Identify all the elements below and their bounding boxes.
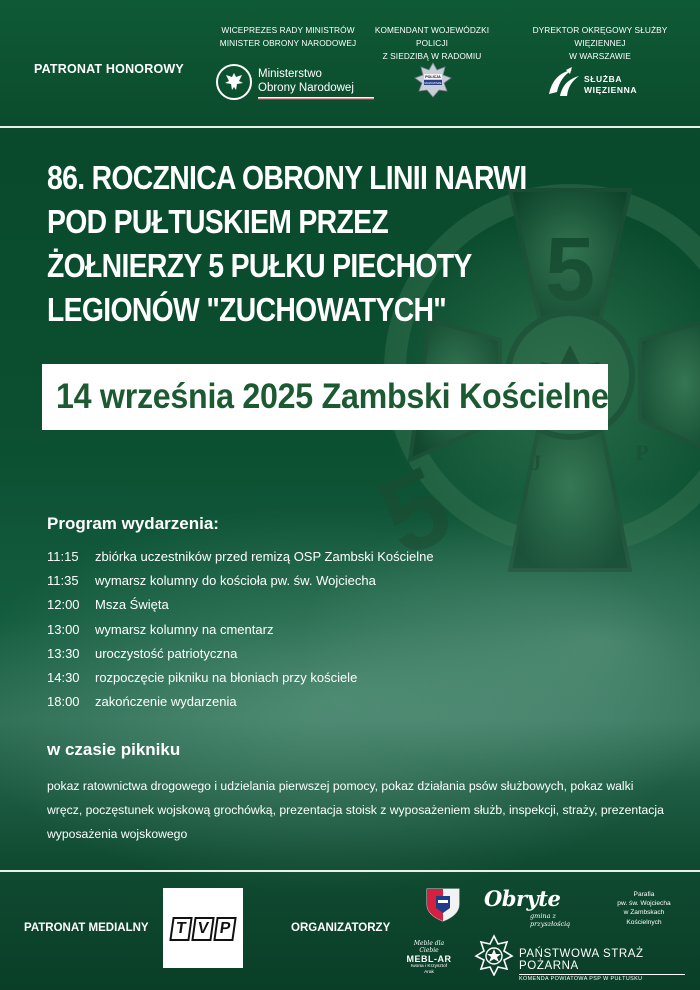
patron-role-line: MINISTER OBRONY NARODOWEJ: [219, 38, 357, 48]
mebl-owners: Iwona i Krzysztof: [410, 964, 448, 969]
program-desc: zbiórka uczestników przed remizą OSP Zambski Kościelne: [95, 548, 434, 564]
sw-logo-line: WIĘZIENNA: [584, 85, 638, 95]
picnic-heading: w czasie pikniku: [47, 740, 181, 759]
title-line: 86. ROCZNICA OBRONY LINII NARWI: [47, 159, 527, 196]
program-item: [47, 617, 647, 641]
obryte-tagline: gmina z przyszłością: [530, 912, 571, 928]
picnic-description: pokaz ratownictwa drogowego i udzielania pierwszej pomocy, pokaz działania psów służbowych, pokaz walki wręcz, poczęstunek wojskową grochówką, prezentacja stoisk z wyposażeniem służb, inspekcji, straży, prezentacja wyposażenia wojskowego: [47, 779, 664, 841]
gmina-obryte-logo: [484, 886, 584, 926]
program-desc: uroczystość patriotyczna: [95, 645, 238, 661]
patron-role-line: Z SIEDZIBĄ W RADOMIU: [382, 51, 482, 61]
psp-badge-icon: [474, 934, 514, 976]
program-desc: zakończenie wydarzenia: [95, 694, 237, 710]
mebl-owners: Arak: [424, 970, 434, 975]
eagle-icon: [216, 64, 252, 100]
program-time: 12:00: [47, 597, 80, 613]
mon-logo-line: Ministerstwo: [258, 68, 322, 80]
sw-swoosh-icon: [546, 66, 582, 100]
emblem-number-lower: 5: [361, 442, 470, 580]
program-desc: Msza Święta: [95, 597, 169, 613]
program-item: [47, 568, 647, 592]
event-title: [47, 156, 529, 332]
mon-logo-text: [258, 67, 354, 95]
title-line: LEGIONÓW "ZUCHOWATYCH": [47, 291, 447, 328]
program-time: 13:00: [47, 621, 80, 637]
patron-role-line: WICEPREZES RADY MINISTRÓW: [221, 25, 355, 35]
title-line: ŻOŁNIERZY 5 PUŁKU PIECHOTY: [47, 247, 472, 284]
parafia-line: w Zambskach: [623, 909, 665, 917]
title-line: POD PUŁTUSKIEM PRZEZ: [47, 203, 389, 240]
police-logo-text: POLICJA: [425, 75, 441, 79]
footer-divider: [0, 870, 700, 872]
sluzba-wiezienna-logo: [546, 66, 656, 100]
program-desc: rozpoczęcie pikniku na błoniach przy kościele: [95, 670, 358, 686]
sw-logo-line: SŁUŻBA: [584, 74, 623, 84]
organizatorzy-label: ORGANIZATORZY: [291, 922, 391, 934]
program-heading: Program wydarzenia:: [47, 514, 219, 533]
program-item: [47, 544, 647, 568]
program-time: 14:30: [47, 670, 80, 686]
tvp-letter: V: [191, 917, 214, 941]
program-time: 11:15: [47, 548, 79, 564]
program-item: [47, 690, 647, 714]
parafia-line: pw. św. Wojciecha: [617, 900, 671, 908]
tvp-logo: [163, 888, 243, 968]
program-item: [47, 641, 647, 665]
psp-divider: [519, 974, 685, 975]
mebl-tagline: Meble dla Ciebie: [413, 940, 445, 954]
header-divider: [0, 126, 700, 128]
program-desc: wymarsz kolumny do kościoła pw. św. Wojciecha: [95, 572, 376, 588]
patronage-header: [0, 0, 700, 126]
program-time: 11:35: [47, 572, 79, 588]
mebl-ar-logo: [404, 940, 454, 976]
emblem-letter: J: [530, 450, 542, 475]
psp-commune: KOMENDA POWIATOWA PSP W PUŁTUSKU: [519, 976, 643, 982]
patron-role-line: KOMENDANT WOJEWÓDZKI POLICJI: [374, 25, 490, 48]
parafia-line: Parafia: [633, 891, 655, 898]
date-location-text: 14 września 2025 Zambski Kościelne: [56, 377, 609, 416]
program-item: [47, 593, 647, 617]
patronat-medialny-label: PATRONAT MEDIALNY: [24, 922, 149, 934]
patron-role-line: DYREKTOR OKRĘGOWY SŁUŻBY WIĘZIENNEJ: [532, 25, 668, 48]
program-desc: wymarsz kolumny na cmentarz: [95, 621, 274, 637]
patronat-honorowy-label: PATRONAT HONOROWY: [34, 62, 184, 76]
patron-role-line: W WARSZAWIE: [569, 51, 631, 61]
sw-logo-text: [584, 74, 637, 96]
flag-stripe: [258, 97, 374, 100]
program-time: 13:30: [47, 645, 80, 661]
program-item: [47, 665, 647, 689]
police-star-icon: [414, 62, 452, 98]
osp-shield-icon: [424, 886, 462, 922]
program-time: 18:00: [47, 694, 80, 710]
tvp-letter: T: [169, 917, 192, 941]
police-logo-subtext: MAZOWSZE: [424, 81, 442, 85]
emblem-number: 5: [544, 220, 596, 320]
patron-mon-role: [218, 24, 358, 50]
emblem-letter: P: [635, 440, 649, 465]
tvp-letter: P: [213, 917, 236, 941]
mon-logo: [216, 64, 366, 104]
psp-logo: [519, 948, 689, 982]
patron-police-role: [362, 24, 502, 63]
mebl-name: MEBL-AR: [406, 954, 452, 964]
psp-name: PAŃSTWOWA STRAŻ POŻARNA: [519, 948, 644, 972]
date-location-banner: [42, 364, 608, 430]
parafia-logo-text: [598, 890, 690, 927]
tvp-letters: [171, 917, 235, 941]
mon-logo-line: Obrony Narodowej: [258, 82, 354, 94]
obryte-name: Obryte: [484, 886, 561, 911]
patron-prison-service-role: [512, 24, 688, 63]
parafia-line: Kościelnych: [626, 918, 662, 926]
program-list: [47, 544, 647, 714]
